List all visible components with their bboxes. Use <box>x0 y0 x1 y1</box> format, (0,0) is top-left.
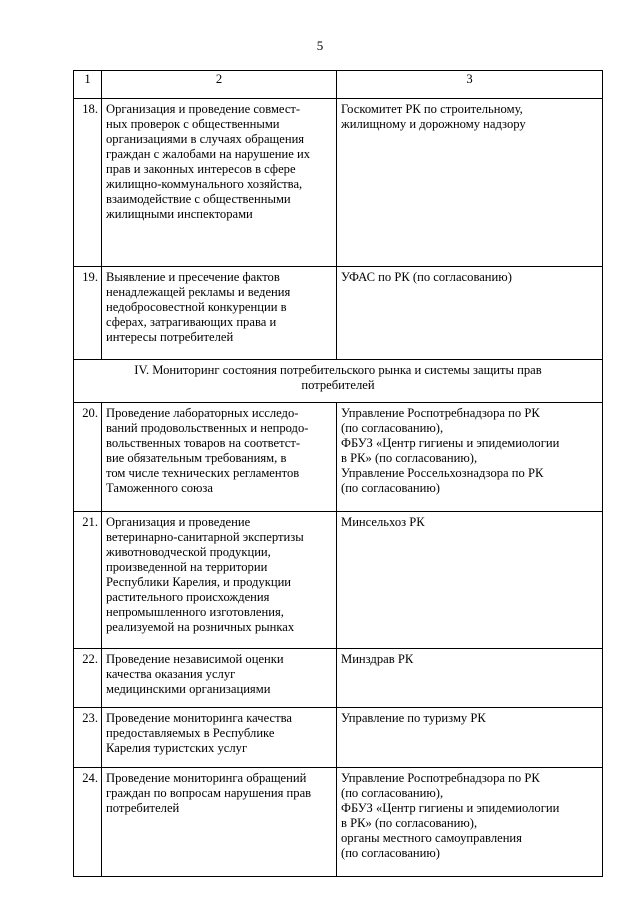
measure-line: Проведение мониторинга качества <box>106 711 292 725</box>
table-row <box>74 99 603 267</box>
measure-line: жилищными инспекторами <box>106 207 253 221</box>
measure-line: ваний продовольственных и непродо- <box>106 421 309 435</box>
measure-line: взаимодействие с общественными <box>106 192 291 206</box>
executor-line: УФАС по РК (по согласованию) <box>341 270 512 284</box>
table-row <box>74 649 603 708</box>
measure-line: прав и законных интересов в сфере <box>106 162 296 176</box>
row-number: 20. <box>74 403 102 512</box>
measure-line: ных проверок с общественными <box>106 117 280 131</box>
measure-line: интересы потребителей <box>106 330 234 344</box>
measure-line: Проведение независимой оценки <box>106 652 284 666</box>
row-number: 21. <box>74 512 102 649</box>
measure-line: произведенной на территории <box>106 560 268 574</box>
section-heading-line: потребителей <box>301 378 375 392</box>
measure-line: том числе технических регламентов <box>106 466 300 480</box>
column-header-measure: 2 <box>102 71 337 99</box>
table-row <box>74 512 603 649</box>
table-row <box>74 267 603 360</box>
executor-cell <box>337 99 603 267</box>
measure-line: недобросовестной конкуренции в <box>106 300 287 314</box>
executor-line: (по согласованию), <box>341 421 444 435</box>
executor-line: в РК» (по согласованию), <box>341 816 478 830</box>
measure-line: жилищно-коммунального хозяйства, <box>106 177 303 191</box>
measure-line: качества оказания услуг <box>106 667 236 681</box>
executor-line: Управление Россельхознадзора по РК <box>341 466 544 480</box>
measure-cell <box>102 512 337 649</box>
column-header-executor: 3 <box>337 71 603 99</box>
executor-line: Минздрав РК <box>341 652 414 666</box>
measure-cell <box>102 708 337 768</box>
measure-line: Организация и проведение совмест- <box>106 102 301 116</box>
measure-line: граждан по вопросам нарушения прав <box>106 786 312 800</box>
executor-cell <box>337 512 603 649</box>
table-header-row <box>74 71 603 99</box>
measure-line: сферах, затрагивающих права и <box>106 315 277 329</box>
executor-cell <box>337 649 603 708</box>
measure-cell <box>102 649 337 708</box>
measure-cell <box>102 403 337 512</box>
measure-cell <box>102 768 337 877</box>
measure-line: предоставляемых в Республике <box>106 726 275 740</box>
measure-line: Организация и проведение <box>106 515 251 529</box>
measure-line: Выявление и пресечение фактов <box>106 270 280 284</box>
executor-line: (по согласованию) <box>341 481 441 495</box>
table-row <box>74 708 603 768</box>
page-number: 5 <box>316 38 324 53</box>
executor-line: (по согласованию), <box>341 786 444 800</box>
measure-line: Таможенного союза <box>106 481 213 495</box>
column-header-num: 1 <box>74 71 102 99</box>
measure-cell <box>102 99 337 267</box>
table-row <box>74 768 603 877</box>
executor-line: ФБУЗ «Центр гигиены и эпидемиологии <box>341 801 560 815</box>
measure-line: ветеринарно-санитарной экспертизы <box>106 530 304 544</box>
executor-line: Управление Роспотребнадзора по РК <box>341 406 540 420</box>
executor-line: Госкомитет РК по строительному, <box>341 102 523 116</box>
measure-line: граждан с жалобами на нарушение их <box>106 147 310 161</box>
measure-line: Республики Карелия, и продукции <box>106 575 292 589</box>
measure-cell <box>102 267 337 360</box>
measure-line: медицинскими организациями <box>106 682 271 696</box>
executor-cell <box>337 708 603 768</box>
executor-line: (по согласованию) <box>341 846 441 860</box>
measure-line: ненадлежащей рекламы и ведения <box>106 285 291 299</box>
table-row <box>74 403 603 512</box>
executor-cell <box>337 768 603 877</box>
row-number: 19. <box>74 267 102 360</box>
measures-table <box>73 70 603 877</box>
executor-line: жилищному и дорожному надзору <box>341 117 526 131</box>
executor-line: Управление Роспотребнадзора по РК <box>341 771 540 785</box>
measure-line: Проведение мониторинга обращений <box>106 771 307 785</box>
measure-line: животноводческой продукции, <box>106 545 271 559</box>
measure-line: Проведение лабораторных исследо- <box>106 406 299 420</box>
measure-line: организациями в случаях обращения <box>106 132 305 146</box>
executor-line: ФБУЗ «Центр гигиены и эпидемиологии <box>341 436 560 450</box>
section-iv-heading <box>74 360 603 403</box>
measure-line: вие обязательным требованиям, в <box>106 451 287 465</box>
measure-line: Карелия туристских услуг <box>106 741 248 755</box>
executor-cell <box>337 267 603 360</box>
executor-cell <box>337 403 603 512</box>
measure-line: непромышленного изготовления, <box>106 605 284 619</box>
row-number: 18. <box>74 99 102 267</box>
row-number: 22. <box>74 649 102 708</box>
row-number: 23. <box>74 708 102 768</box>
section-heading-row <box>74 360 603 403</box>
row-number: 24. <box>74 768 102 877</box>
measure-line: реализуемой на розничных рынках <box>106 620 295 634</box>
executor-line: органы местного самоуправления <box>341 831 522 845</box>
executor-line: Минсельхоз РК <box>341 515 425 529</box>
measure-line: потребителей <box>106 801 180 815</box>
executor-line: Управление по туризму РК <box>341 711 486 725</box>
executor-line: в РК» (по согласованию), <box>341 451 478 465</box>
measure-line: растительного происхождения <box>106 590 270 604</box>
section-heading-line: IV. Мониторинг состояния потребительского рынка и системы защиты прав <box>134 363 542 377</box>
measure-line: вольственных товаров на соответст- <box>106 436 301 450</box>
